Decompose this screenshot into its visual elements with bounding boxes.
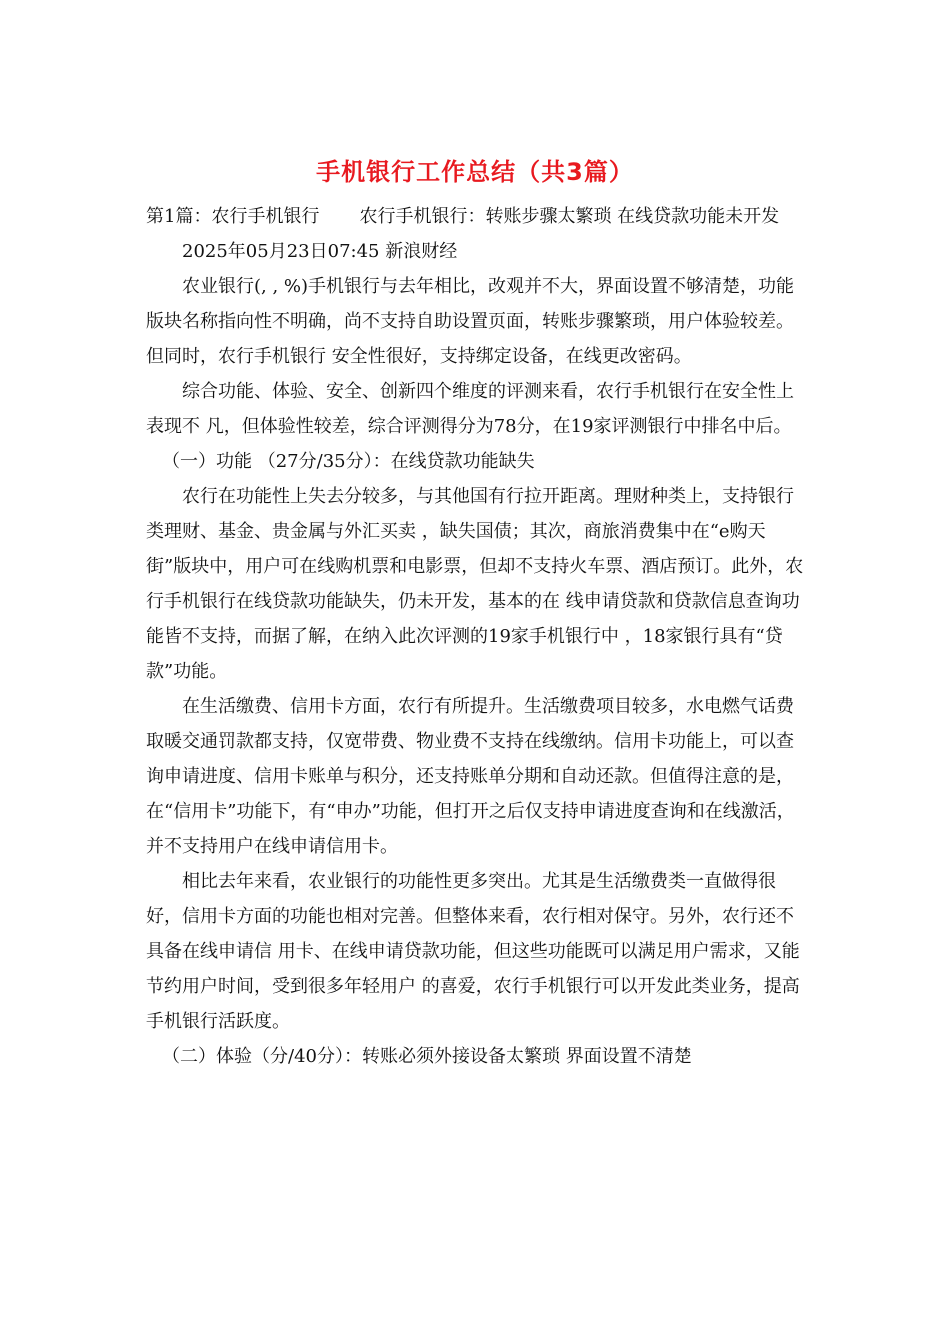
- paragraph: 在生活缴费、信用卡方面，农行有所提升。生活缴费项目较多，水电燃气话费取暖交通罚款都支持，仅宽带费、物业费不支持在线缴纳。信用卡功能上，可以查询申请进度、信用卡账单与积分，还支持账单分期和自动还款。但值得注意的是，在“信用卡”功能下，有“申办”功能，但打开之后仅支持申请进度查询和在线激活，并不支持用户在线申请信用卡。: [146, 696, 795, 857]
- dateline: 2025年05月23日07:45 新浪财经: [182, 241, 458, 262]
- document-body: [146, 199, 808, 1074]
- article-heading-right: 农行手机银行：转账步骤太繁琐 在线贷款功能未开发: [359, 206, 780, 227]
- section-heading-experience: （二）体验（分/40分）：转账必须外接设备太繁琐 界面设置不清楚: [162, 1046, 692, 1067]
- article-heading-left: 第1篇：农行手机银行: [146, 206, 320, 227]
- section-heading-function: （一）功能 （27分/35分）：在线贷款功能缺失: [162, 451, 535, 472]
- document-title: 手机银行工作总结（共3篇）: [316, 158, 634, 186]
- article-heading: [146, 199, 808, 234]
- paragraph: 相比去年来看，农业银行的功能性更多突出。尤其是生活缴费类一直做得很好，信用卡方面的功能也相对完善。但整体来看，农行相对保守。另外，农行还不具备在线申请信 用卡、在线申请贷款功能，但这些功能既可以满足用户需求，又能节约用户时间，受到很多年轻用户 的喜爱，农行手机银行可以开发此类业务，提高手机银行活跃度。: [146, 871, 800, 1032]
- paragraph: 农行在功能性上失去分较多，与其他国有行拉开距离。理财种类上，支持银行类理财、基金、贵金属与外汇买卖 ，缺失国债；其次，商旅消费集中在“e购天街”版块中，用户可在线购机票和电影票，但却不支持火车票、酒店预订。此外，农行手机银行在线贷款功能缺失，仍未开发，基本的在 线申请贷款和贷款信息查询功能皆不支持，而据了解，在纳入此次评测的19家手机银行中 ，18家银行具有“贷款”功能。: [146, 486, 804, 682]
- paragraph: 综合功能、体验、安全、创新四个维度的评测来看，农行手机银行在安全性上表现不 凡，但体验性较差，综合评测得分为78分，在19家评测银行中排名中后。: [146, 381, 794, 437]
- paragraph: 农业银行(, , %)手机银行与去年相比，改观并不大，界面设置不够清楚，功能版块名称指向性不明确，尚不支持自助设置页面，转账步骤繁琐，用户体验较差。但同时，农行手机银行 安全性很好，支持绑定设备，在线更改密码。: [146, 276, 795, 367]
